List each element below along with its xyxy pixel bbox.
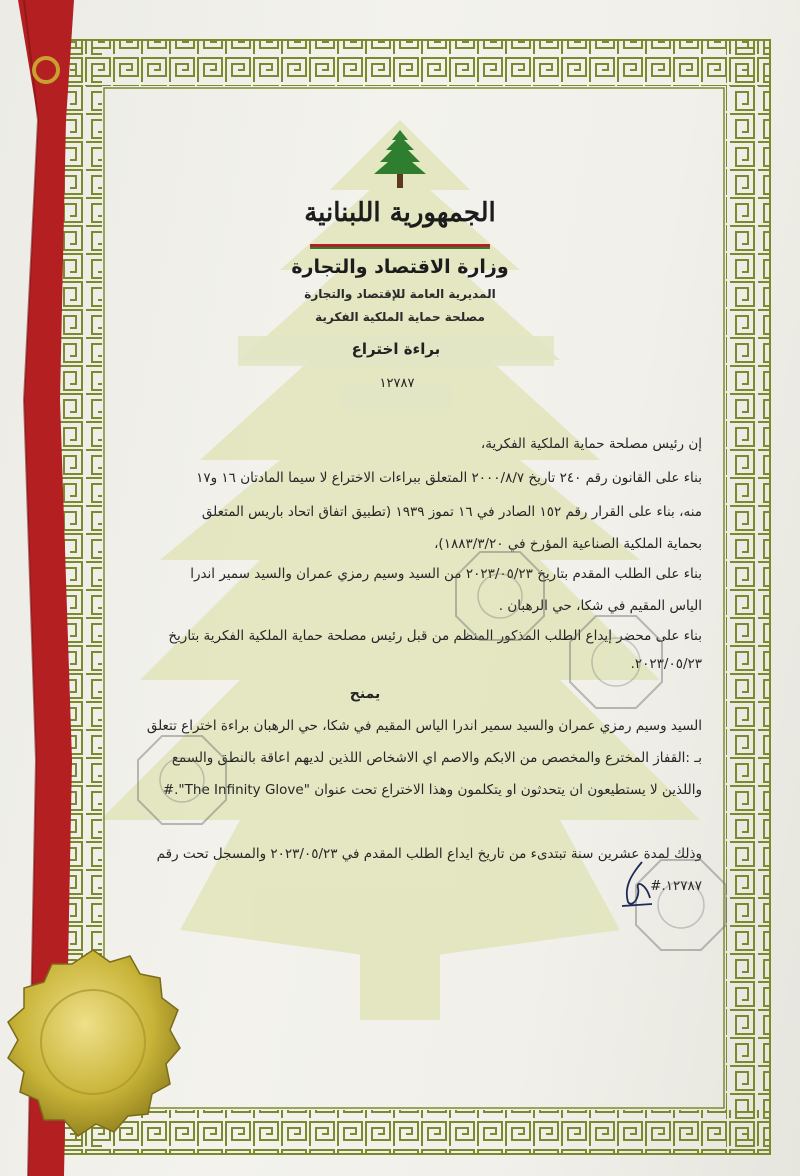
ministry-name: وزارة الاقتصاد والتجارة xyxy=(291,256,509,278)
patent-number: ١٢٧٨٧ xyxy=(379,376,415,391)
decorative-rule xyxy=(310,244,490,250)
body-line-8: ٢٠٢٣/٠٥/٢٣. xyxy=(630,656,702,672)
body-line-12: وذلك لمدة عشرين سنة تبتدىء من تاريخ ايداع الطلب المقدم في ٢٠٢٣/٠٥/٢٣ والمسجل تحت رقم xyxy=(156,846,702,862)
body-line-4: بحماية الملكية الصناعية المؤرخ في ١٨٨٣/٣/٢٠)، xyxy=(434,536,702,552)
body-line-13: ١٢٧٨٧.# xyxy=(650,878,702,894)
official-stamp xyxy=(566,612,666,712)
grant-heading: يمنح xyxy=(349,686,381,702)
official-stamp xyxy=(134,732,230,828)
service-name: مصلحة حماية الملكية الفكرية xyxy=(315,310,485,324)
republic-title: الجمهورية اللبنانية xyxy=(304,198,496,228)
official-stamp xyxy=(452,548,548,644)
body-line-2: بناء على القانون رقم ٢٤٠ تاريخ ٢٠٠٠/٨/٧ المتعلق ببراءات الاختراع لا سيما المادتان ١٦ و١٧ xyxy=(196,470,702,486)
wax-seal-icon xyxy=(2,944,184,1144)
body-line-6: الياس المقيم في شكا، حي الرهبان . xyxy=(498,598,702,614)
signature xyxy=(612,858,662,914)
patent-title: براءة اختراع xyxy=(351,340,441,358)
body-line-5: بناء على الطلب المقدم بتاريخ ٢٠٢٣/٠٥/٢٣ من السيد وسيم رمزي عمران والسيد سمير اندرا xyxy=(190,566,702,582)
body-line-11: واللذين لا يستطيعون ان يتحدثون او يتكلمون وهذا الاختراع تحت عنوان "The Infinity Glove".# xyxy=(162,782,702,798)
body-line-3: منه، بناء على القرار رقم ١٥٢ الصادر في ١٦ تموز ١٩٣٩ (تطبيق اتفاق اتحاد باريس المتعلق xyxy=(201,504,702,520)
body-line-9: السيد وسيم رمزي عمران والسيد سمير اندرا الياس المقيم في شكا، حي الرهبان براءة اختراع تتعلق xyxy=(146,718,702,734)
directorate-name: المديرية العامة للإقتصاد والتجارة xyxy=(304,287,496,301)
cedar-tree-icon xyxy=(368,128,432,194)
body-line-10: بـ :القفاز المخترع والمخصص من الابكم والاصم اي الاشخاص اللذين لديهم اعاقة بالنطق والسمع xyxy=(171,750,702,766)
body-line-7: بناء على محضر إيداع الطلب المذكور المنظم من قبل رئيس مصلحة حماية الملكية الفكرية بتاريخ xyxy=(168,628,702,644)
body-line-1: إن رئيس مصلحة حماية الملكية الفكرية، xyxy=(480,436,702,452)
